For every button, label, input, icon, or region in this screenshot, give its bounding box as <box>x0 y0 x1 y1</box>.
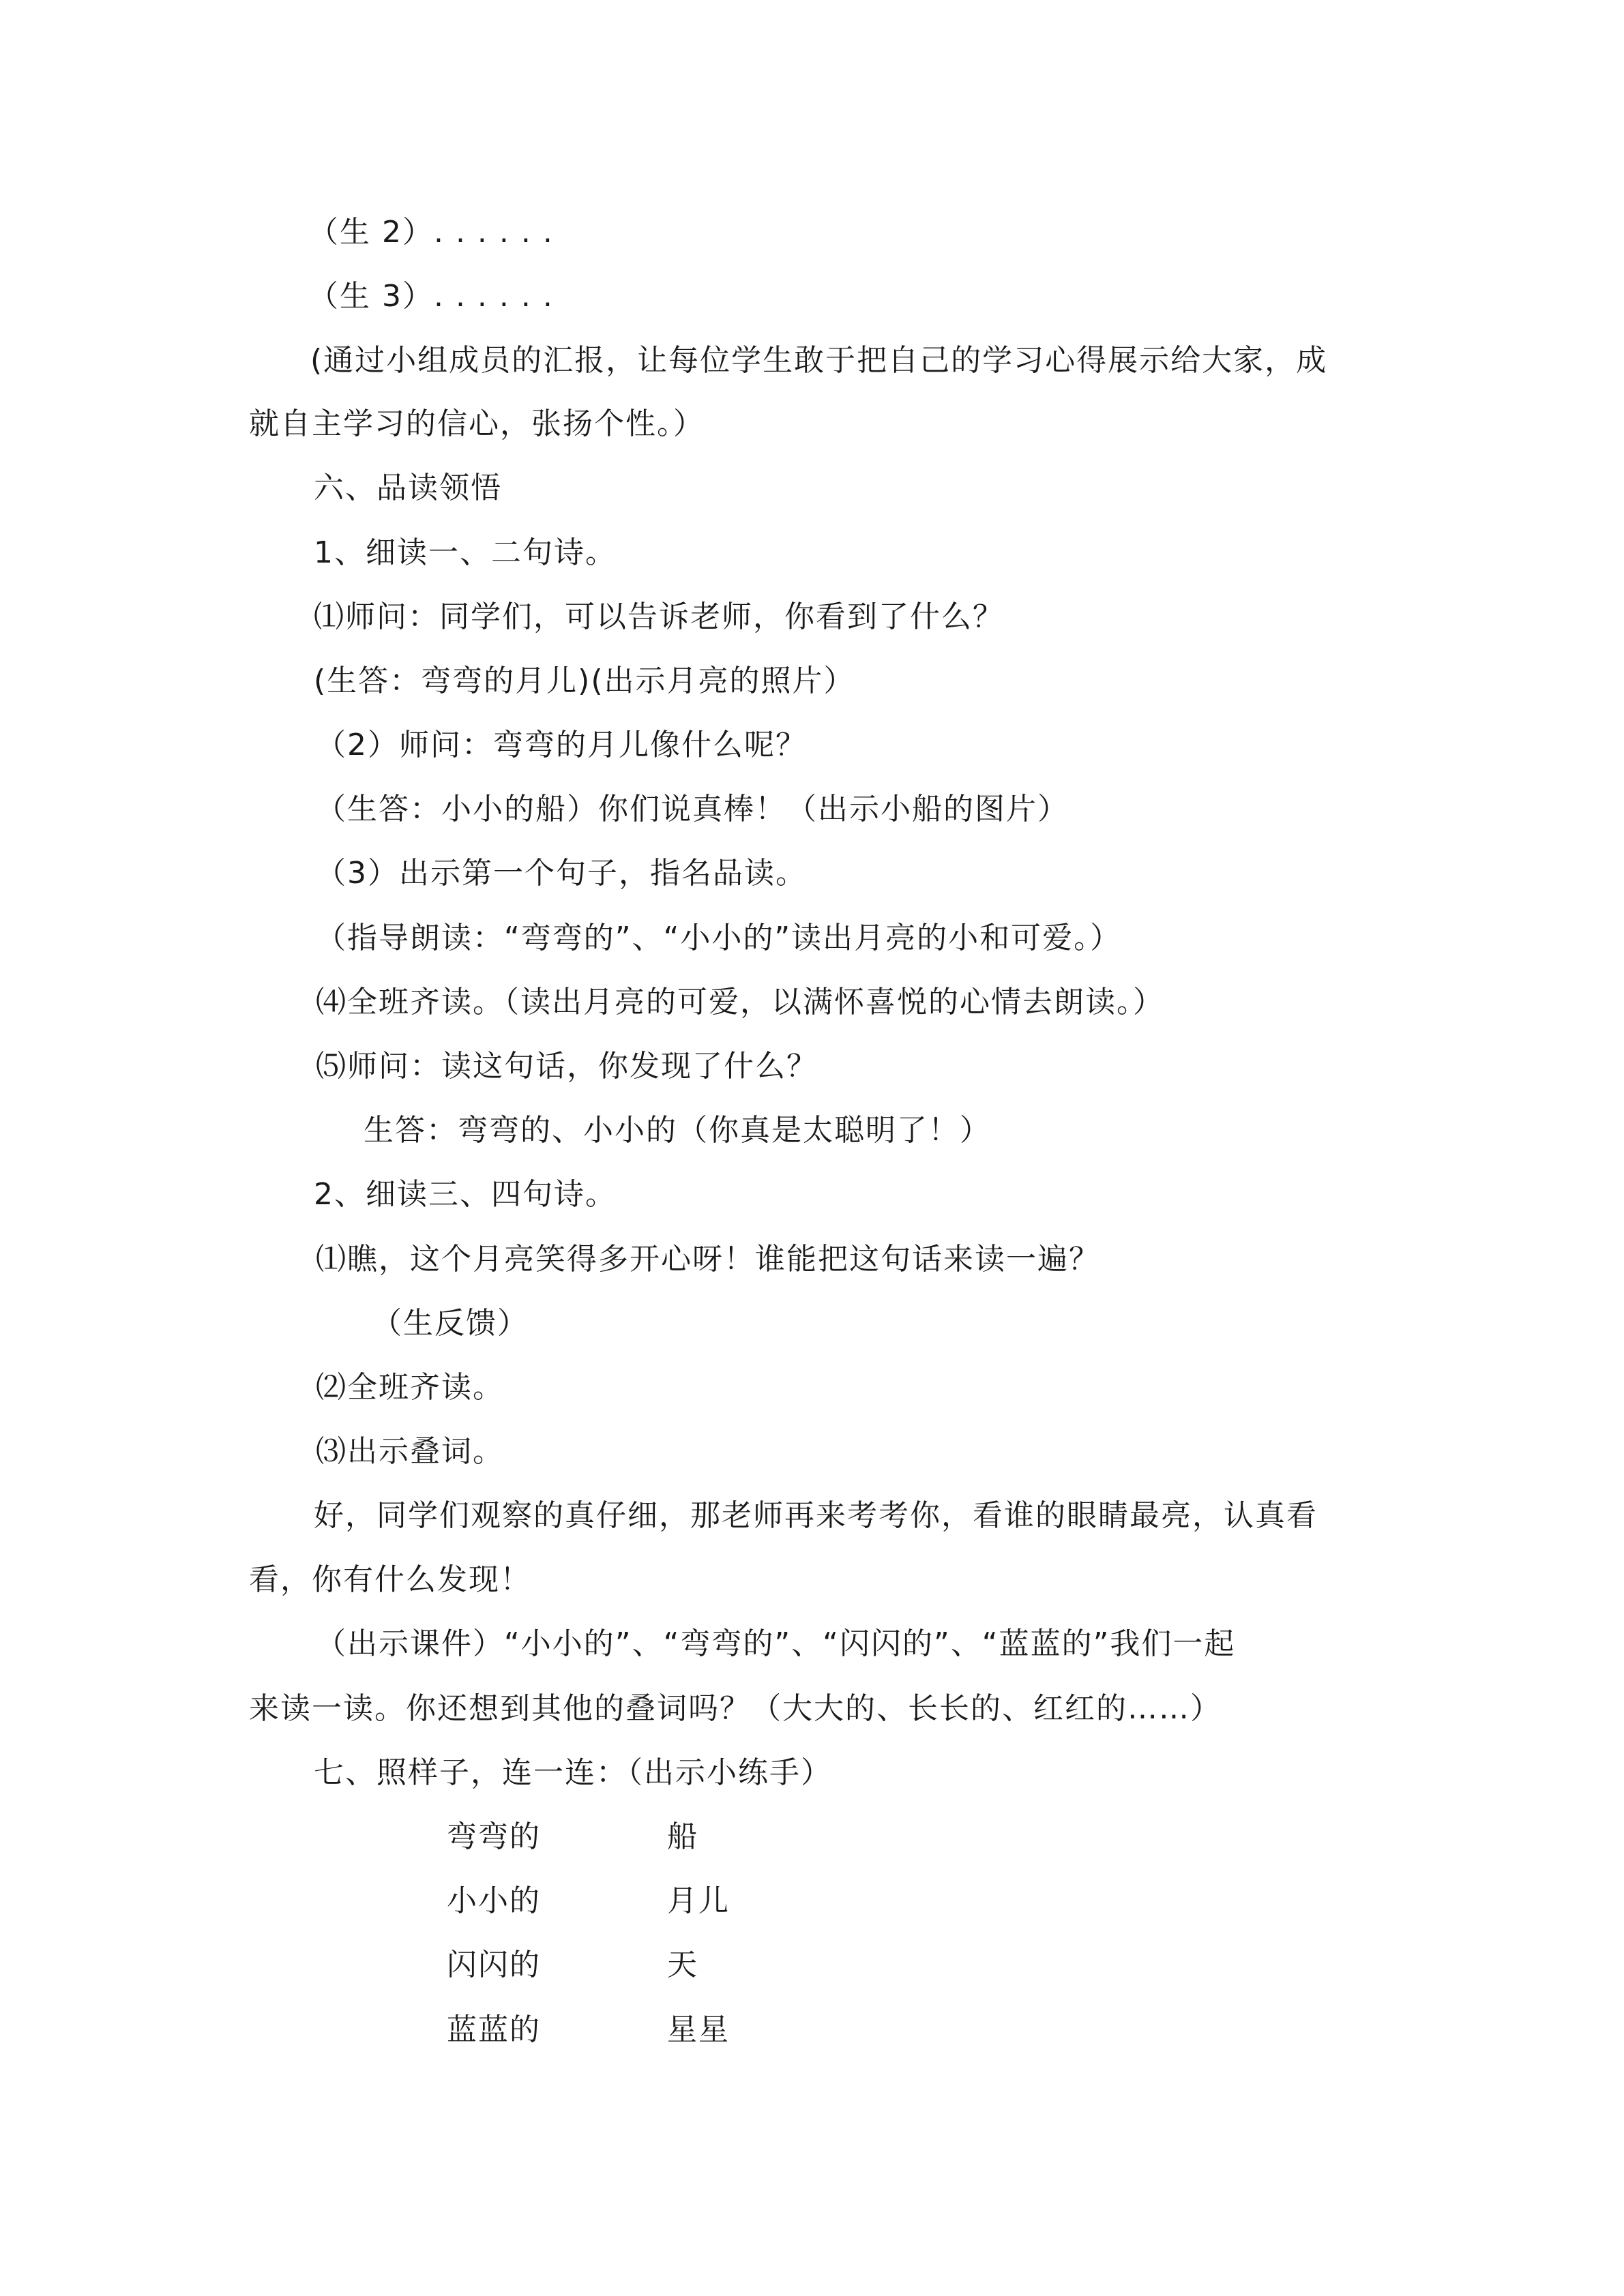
text-line: （生 3）. . . . . . <box>308 279 554 314</box>
text-line: 就自主学习的信心，张扬个性。） <box>249 406 705 441</box>
text-line: 1、细读一、二句诗。 <box>314 535 617 570</box>
match-right-item: 星星 <box>667 2012 730 2047</box>
match-right-item: 月儿 <box>667 1883 730 1918</box>
text-line: 看，你有什么发现！ <box>249 1562 531 1597</box>
match-left-item: 弯弯的 <box>447 1819 541 1854</box>
text-line: 好，同学们观察的真仔细，那老师再来考考你，看谁的眼睛最亮，认真看 <box>314 1498 1318 1533</box>
text-line: （生答：小小的船）你们说真棒！（出示小船的图片） <box>316 792 1069 826</box>
match-left-item: 闪闪的 <box>447 1948 541 1982</box>
text-line: (生答：弯弯的月儿)(出示月亮的照片） <box>314 664 855 698</box>
text-line: （3）出示第一个句子，指名品读。 <box>316 856 807 891</box>
section-heading: 六、品读领悟 <box>314 471 502 505</box>
text-line: ⑵全班齐读。 <box>316 1370 504 1405</box>
section-heading: 七、照样子，连一连：（出示小练手） <box>314 1755 832 1790</box>
text-line: （指导朗读：“弯弯的”、“小小的”读出月亮的小和可爱。） <box>316 921 1122 955</box>
text-line: ⑶出示叠词。 <box>316 1434 504 1469</box>
text-line: ⑴师问：同学们，可以告诉老师，你看到了什么？ <box>314 599 1004 634</box>
text-line: 2、细读三、四句诗。 <box>314 1177 617 1212</box>
text-line: ⑴瞧，这个月亮笑得多开心呀！谁能把这句话来读一遍？ <box>316 1242 1100 1277</box>
text-line: （生 2）. . . . . . <box>308 215 554 250</box>
text-line: ⑸师问：读这句话，你发现了什么？ <box>316 1049 818 1084</box>
text-line: （2）师问：弯弯的月儿像什么呢？ <box>316 728 807 762</box>
match-right-item: 天 <box>667 1948 698 1982</box>
text-line: （生反馈） <box>372 1306 529 1341</box>
text-line: 生答：弯弯的、小小的（你真是太聪明了！） <box>364 1113 991 1148</box>
text-line: 来读一读。你还想到其他的叠词吗？（大大的、长长的、红红的……） <box>249 1691 1222 1726</box>
match-right-item: 船 <box>667 1819 698 1854</box>
match-left-item: 小小的 <box>447 1883 541 1918</box>
text-line: (通过小组成员的汇报，让每位学生敢于把自己的学习心得展示给大家，成 <box>310 343 1328 378</box>
text-line: ⑷全班齐读。（读出月亮的可爱，以满怀喜悦的心情去朗读。） <box>316 985 1164 1019</box>
match-left-item: 蓝蓝的 <box>447 2012 541 2047</box>
text-line: （出示课件）“小小的”、“弯弯的”、“闪闪的”、“蓝蓝的”我们一起 <box>316 1626 1236 1661</box>
